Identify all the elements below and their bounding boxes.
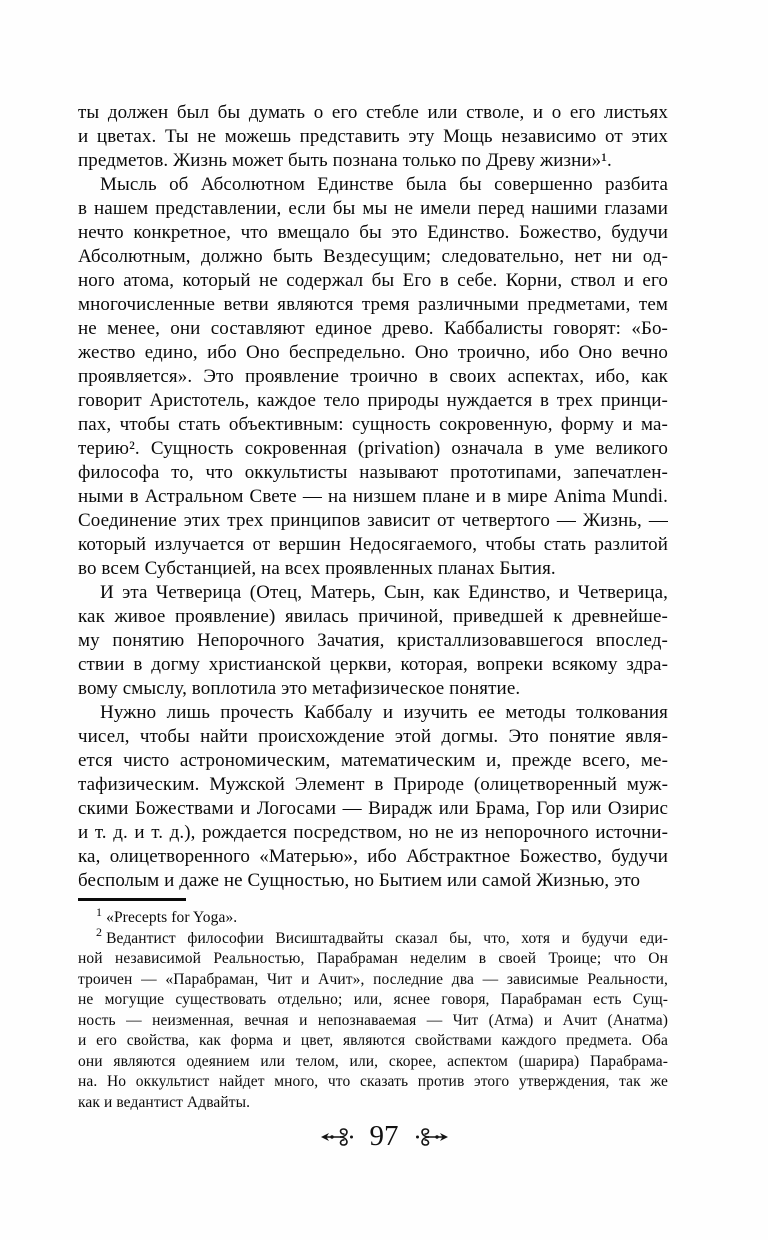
body-line: ствии в догму христианской церкви, которая, вопреки всякому здра- — [78, 654, 668, 675]
footnote-line: ной независимой Реальностью, Парабраман неделим в своей Троице; что Он — [78, 950, 668, 967]
body-line: бесполым и даже не Сущностью, но Бытием или самой Жизнью, это — [78, 870, 641, 891]
body-line: чисел, чтобы найти происхождение этой догмы. Это понятие явля- — [78, 726, 668, 747]
body-line: многочисленные ветви являются тремя различными предметами, тем — [78, 294, 668, 315]
body-line: скими Божествами и Логосами — Вирадж или Брама, Гор или Озирис — [78, 798, 668, 819]
body-line: жество едино, ибо Оно беспредельно. Оно троично, ибо Оно вечно — [78, 342, 668, 363]
body-line: ты должен был бы думать о его стебле или стволе, и о его листьях — [78, 102, 668, 123]
paragraph — [78, 101, 668, 173]
body-line: во всем Субстанцией, на всех проявленных планах Бытия. — [78, 558, 556, 579]
footnote-line: $^2$ Ведантист философии Висиштадвайты сказал бы, что, хотя и будучи еди- — [96, 925, 668, 947]
body-line: му понятию Непорочного Зачатия, кристаллизовавшегося впослед- — [78, 630, 668, 651]
body-line: вому смыслу, воплотила это метафизическое понятие. — [78, 678, 521, 699]
footnote-line: на. Но оккультист найдет много, что сказать против этого утверждения, так же — [78, 1073, 668, 1090]
footnote-marker: 2 — [96, 925, 103, 940]
body-line: Нужно лишь прочесть Каббалу и изучить ее методы толкования — [100, 702, 668, 723]
page-footer — [0, 1122, 768, 1151]
body-line: И эта Четверица (Отец, Матерь, Сын, как Единство, и Четверица, — [100, 582, 668, 603]
body-line: как живое проявление) явилась причиной, приведшей к древнейше- — [78, 606, 668, 627]
body-line: ется чисто астрономическим, математическим и, прежде всего, ме- — [78, 750, 668, 771]
body-line: ными в Астральном Свете — на низшем плане и в мире Anima Mundi. — [78, 486, 668, 507]
footnote-line: ность — неизменная, вечная и непознаваемая — Чит (Атма) и Ачит (Анатма) — [78, 1011, 668, 1029]
body-line: проявляется». Это проявление троично в своих аспектах, ибо, как — [78, 366, 668, 387]
paragraph — [78, 581, 668, 701]
page-number: 97 — [369, 1120, 399, 1152]
footnote-marker: 1 — [96, 904, 103, 919]
body-line: ного атома, который не содержал бы Его в себе. Корни, ствол и его — [78, 270, 668, 291]
fleuron-left-icon — [320, 1125, 356, 1149]
fleuron-right-icon — [413, 1125, 449, 1149]
paragraph — [78, 701, 668, 893]
footnote — [78, 904, 668, 929]
body-line: предметов. Жизнь может быть познана только по Древу жизни»¹. — [78, 150, 612, 171]
body-line: говорит Аристотель, каждое тело природы нуждается в трех принци- — [78, 390, 668, 411]
footnote-line: и его свойства, как форма и цвет, являются свойствами каждого предмета. Оба — [78, 1032, 668, 1049]
text-block — [78, 101, 668, 1113]
body-line: тафизическим. Мужской Элемент в Природе (олицетворенный муж- — [78, 774, 668, 795]
body-line: пах, чтобы стать объективным: сущность сокровенную, форму и ма- — [78, 414, 668, 435]
footnotes — [78, 904, 668, 1113]
body-line: нечто конкретное, что вмещало бы это Единство. Божество, будучи — [78, 222, 668, 243]
body-line: не менее, они составляют единое древо. Каббалисты говорят: «Бо- — [78, 318, 668, 339]
body-line: и цветах. Ты не можешь представить эту Мощь независимо от этих — [78, 126, 668, 147]
body-line: ка, олицетворенного «Матерью», ибо Абстрактное Божество, будучи — [78, 846, 668, 867]
body-line: и т. д. и т. д.), рождается посредством, но не из непорочного источни- — [78, 822, 668, 843]
paragraph — [78, 173, 668, 581]
footnote-line: они являются одеянием или телом, или, скорее, аспектом (шарира) Парабрама- — [78, 1052, 668, 1070]
body-line: в нашем представлении, если бы мы не имели перед нашими глазами — [78, 198, 668, 219]
body-line: Соединение этих трех принципов зависит от четвертого — Жизнь, — — [78, 510, 668, 531]
body-line: Мысль об Абсолютном Единстве была бы совершенно разбита — [100, 174, 668, 195]
body-line: терию². Сущность сокровенная (privation) означала в уме великого — [78, 438, 668, 459]
footnote-line: троичен — «Парабраман, Чит и Ачит», последние два — зависимые Реальности, — [78, 970, 668, 988]
footnote-line: $^1$ «Precepts for Yoga». — [96, 904, 238, 926]
body-line: Абсолютным, должно быть Вездесущим; следовательно, нет ни од- — [78, 246, 668, 267]
footnote — [78, 925, 668, 1114]
body-text — [78, 101, 668, 893]
footnote-line: не могущие существовать отдельно; или, яснее говоря, Парабраман есть Сущ- — [78, 991, 668, 1008]
footnote-separator — [78, 898, 186, 901]
footnote-line: как и ведантист Адвайты. — [78, 1093, 251, 1111]
body-line: который излучается от вершин Недосягаемого, чтобы стать разлитой — [78, 534, 668, 555]
body-line: философа то, что оккультисты называют прототипами, запечатлен- — [78, 462, 668, 483]
